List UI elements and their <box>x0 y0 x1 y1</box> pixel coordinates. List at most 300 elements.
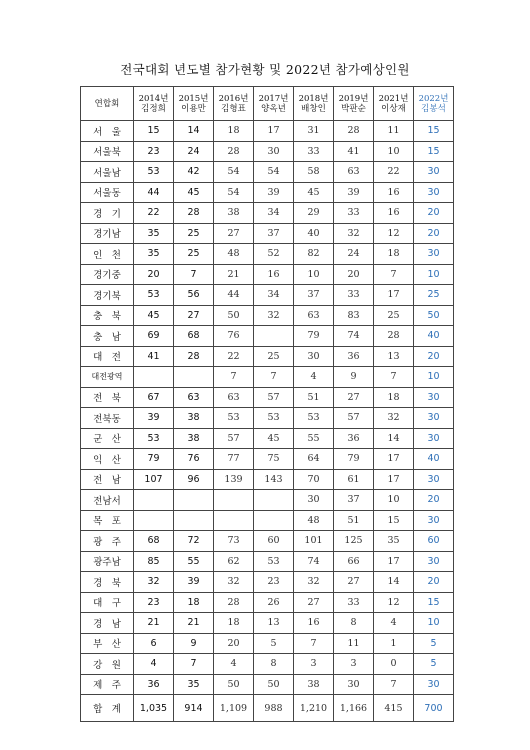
value-cell: 18 <box>374 387 414 408</box>
value-cell: 54 <box>214 162 254 183</box>
region-cell: 충 북 <box>81 305 134 326</box>
value-cell: 48 <box>214 244 254 265</box>
value-cell: 25 <box>374 305 414 326</box>
value-cell: 20 <box>414 223 454 244</box>
value-cell: 39 <box>134 408 174 429</box>
value-cell: 25 <box>174 223 214 244</box>
value-cell: 66 <box>334 551 374 572</box>
value-cell: 9 <box>174 633 214 654</box>
region-cell: 경기남 <box>81 223 134 244</box>
value-cell: 30 <box>414 162 454 183</box>
value-cell: 39 <box>174 572 214 593</box>
value-cell: 5 <box>414 633 454 654</box>
table-row <box>81 449 454 470</box>
header-person: 김봉석 <box>421 103 446 114</box>
value-cell: 14 <box>374 572 414 593</box>
value-cell: 30 <box>334 674 374 695</box>
header-year: 2015년 <box>178 93 209 104</box>
value-cell: 83 <box>334 305 374 326</box>
value-cell: 27 <box>334 387 374 408</box>
value-cell: 7 <box>374 264 414 285</box>
value-cell: 5 <box>254 633 294 654</box>
value-cell: 30 <box>254 141 294 162</box>
region-cell: 경기중 <box>81 264 134 285</box>
table-row <box>81 510 454 531</box>
value-cell: 24 <box>334 244 374 265</box>
header-person: 박판순 <box>341 103 366 114</box>
value-cell: 10 <box>414 264 454 285</box>
value-cell: 25 <box>414 285 454 306</box>
value-cell <box>214 510 254 531</box>
region-cell: 제 주 <box>81 674 134 695</box>
value-cell: 23 <box>254 572 294 593</box>
value-cell: 33 <box>334 285 374 306</box>
value-cell: 4 <box>134 654 174 675</box>
value-cell: 18 <box>214 121 254 142</box>
value-cell: 63 <box>214 387 254 408</box>
table-row <box>81 326 454 347</box>
value-cell: 29 <box>294 203 334 224</box>
value-cell: 67 <box>134 387 174 408</box>
value-cell <box>134 510 174 531</box>
value-cell: 53 <box>254 408 294 429</box>
region-cell: 부 산 <box>81 633 134 654</box>
value-cell: 16 <box>294 613 334 634</box>
value-cell: 38 <box>294 674 334 695</box>
value-cell: 79 <box>134 449 174 470</box>
value-cell: 32 <box>134 572 174 593</box>
header-row <box>81 87 454 121</box>
value-cell: 9 <box>334 367 374 388</box>
region-cell: 광 주 <box>81 531 134 552</box>
value-cell: 69 <box>134 326 174 347</box>
value-cell: 60 <box>414 531 454 552</box>
table-row <box>81 613 454 634</box>
value-cell: 914 <box>174 695 214 722</box>
value-cell: 63 <box>174 387 214 408</box>
value-cell: 27 <box>334 572 374 593</box>
value-cell: 26 <box>254 592 294 613</box>
value-cell: 107 <box>134 469 174 490</box>
table-row <box>81 285 454 306</box>
header-col-0 <box>134 87 174 121</box>
value-cell: 30 <box>414 182 454 203</box>
table-row <box>81 121 454 142</box>
value-cell: 28 <box>214 592 254 613</box>
value-cell: 700 <box>414 695 454 722</box>
value-cell: 13 <box>374 346 414 367</box>
header-person: 김형표 <box>221 103 246 114</box>
value-cell: 10 <box>414 367 454 388</box>
value-cell: 68 <box>134 531 174 552</box>
value-cell: 44 <box>214 285 254 306</box>
value-cell: 63 <box>294 305 334 326</box>
value-cell: 36 <box>134 674 174 695</box>
value-cell: 57 <box>214 428 254 449</box>
value-cell: 35 <box>134 244 174 265</box>
value-cell: 27 <box>214 223 254 244</box>
value-cell: 57 <box>334 408 374 429</box>
value-cell: 18 <box>374 244 414 265</box>
value-cell: 33 <box>334 592 374 613</box>
value-cell: 15 <box>134 121 174 142</box>
value-cell: 73 <box>214 531 254 552</box>
value-cell: 30 <box>414 469 454 490</box>
value-cell: 60 <box>254 531 294 552</box>
value-cell: 63 <box>334 162 374 183</box>
header-col-7 <box>414 87 454 121</box>
header-year: 2014년 <box>138 93 169 104</box>
value-cell: 13 <box>254 613 294 634</box>
value-cell: 11 <box>374 121 414 142</box>
value-cell: 48 <box>294 510 334 531</box>
value-cell: 7 <box>214 367 254 388</box>
value-cell: 30 <box>414 428 454 449</box>
total-row <box>81 695 454 722</box>
table-row <box>81 592 454 613</box>
value-cell: 5 <box>414 654 454 675</box>
value-cell: 7 <box>374 674 414 695</box>
region-cell: 충 남 <box>81 326 134 347</box>
value-cell: 27 <box>174 305 214 326</box>
value-cell: 38 <box>174 428 214 449</box>
value-cell: 23 <box>134 592 174 613</box>
value-cell: 24 <box>174 141 214 162</box>
value-cell: 70 <box>294 469 334 490</box>
value-cell: 39 <box>334 182 374 203</box>
value-cell: 52 <box>254 244 294 265</box>
value-cell: 50 <box>254 674 294 695</box>
value-cell: 40 <box>414 449 454 470</box>
value-cell: 20 <box>414 203 454 224</box>
header-col-2 <box>214 87 254 121</box>
header-person: 이용만 <box>181 103 206 114</box>
value-cell: 1,166 <box>334 695 374 722</box>
value-cell: 10 <box>414 613 454 634</box>
value-cell: 30 <box>294 490 334 511</box>
header-person: 배창인 <box>301 103 326 114</box>
table-row <box>81 346 454 367</box>
value-cell: 37 <box>294 285 334 306</box>
value-cell: 8 <box>254 654 294 675</box>
region-cell: 인 천 <box>81 244 134 265</box>
value-cell: 28 <box>334 121 374 142</box>
value-cell: 50 <box>414 305 454 326</box>
value-cell: 30 <box>414 244 454 265</box>
value-cell: 14 <box>374 428 414 449</box>
region-cell: 서울북 <box>81 141 134 162</box>
value-cell: 35 <box>174 674 214 695</box>
value-cell: 38 <box>174 408 214 429</box>
value-cell: 56 <box>174 285 214 306</box>
value-cell: 1,035 <box>134 695 174 722</box>
value-cell: 45 <box>174 182 214 203</box>
header-year: 2017년 <box>258 93 289 104</box>
value-cell: 74 <box>294 551 334 572</box>
header-col-5 <box>334 87 374 121</box>
header-col-1 <box>174 87 214 121</box>
region-cell: 합 계 <box>81 695 134 722</box>
value-cell: 30 <box>294 346 334 367</box>
value-cell: 40 <box>414 326 454 347</box>
header-year: 2021년 <box>378 93 409 104</box>
value-cell: 34 <box>254 203 294 224</box>
value-cell: 25 <box>254 346 294 367</box>
value-cell: 32 <box>294 572 334 593</box>
table-row <box>81 203 454 224</box>
value-cell: 21 <box>174 613 214 634</box>
value-cell: 36 <box>334 346 374 367</box>
value-cell: 41 <box>334 141 374 162</box>
region-cell: 서 울 <box>81 121 134 142</box>
value-cell: 12 <box>374 223 414 244</box>
value-cell <box>174 510 214 531</box>
table-row <box>81 633 454 654</box>
value-cell: 72 <box>174 531 214 552</box>
value-cell: 18 <box>214 613 254 634</box>
region-cell: 광주남 <box>81 551 134 572</box>
region-cell: 경기북 <box>81 285 134 306</box>
header-year: 2022년 <box>418 93 449 104</box>
value-cell: 16 <box>374 203 414 224</box>
region-cell: 경 기 <box>81 203 134 224</box>
value-cell: 53 <box>134 285 174 306</box>
value-cell: 28 <box>214 141 254 162</box>
region-cell: 경 남 <box>81 613 134 634</box>
value-cell: 33 <box>334 203 374 224</box>
header-year: 2019년 <box>338 93 369 104</box>
value-cell <box>134 367 174 388</box>
value-cell: 96 <box>174 469 214 490</box>
value-cell: 40 <box>294 223 334 244</box>
region-cell: 대 전 <box>81 346 134 367</box>
value-cell: 125 <box>334 531 374 552</box>
region-cell: 전남서 <box>81 490 134 511</box>
value-cell: 1,210 <box>294 695 334 722</box>
value-cell: 4 <box>214 654 254 675</box>
value-cell: 32 <box>254 305 294 326</box>
value-cell: 33 <box>294 141 334 162</box>
value-cell: 39 <box>254 182 294 203</box>
value-cell: 55 <box>294 428 334 449</box>
value-cell: 36 <box>334 428 374 449</box>
value-cell: 18 <box>174 592 214 613</box>
value-cell: 16 <box>374 182 414 203</box>
header-person: 양옥년 <box>261 103 286 114</box>
value-cell: 75 <box>254 449 294 470</box>
value-cell: 15 <box>414 592 454 613</box>
header-person: 김정희 <box>141 103 166 114</box>
value-cell: 42 <box>174 162 214 183</box>
value-cell: 20 <box>414 572 454 593</box>
region-cell: 대 구 <box>81 592 134 613</box>
value-cell: 21 <box>214 264 254 285</box>
table-row <box>81 305 454 326</box>
table-row <box>81 408 454 429</box>
value-cell: 68 <box>174 326 214 347</box>
value-cell: 7 <box>254 367 294 388</box>
region-cell: 서울남 <box>81 162 134 183</box>
value-cell: 30 <box>414 510 454 531</box>
header-region: 연합회 <box>81 87 134 121</box>
value-cell: 17 <box>374 551 414 572</box>
header-col-4 <box>294 87 334 121</box>
value-cell: 28 <box>174 346 214 367</box>
value-cell: 15 <box>414 121 454 142</box>
value-cell: 28 <box>174 203 214 224</box>
value-cell: 20 <box>334 264 374 285</box>
value-cell <box>174 490 214 511</box>
table-row <box>81 674 454 695</box>
value-cell: 7 <box>374 367 414 388</box>
value-cell: 76 <box>174 449 214 470</box>
value-cell: 21 <box>134 613 174 634</box>
region-cell: 익 산 <box>81 449 134 470</box>
value-cell: 82 <box>294 244 334 265</box>
table-row <box>81 264 454 285</box>
value-cell: 1 <box>374 633 414 654</box>
value-cell: 57 <box>254 387 294 408</box>
value-cell: 139 <box>214 469 254 490</box>
value-cell: 17 <box>374 469 414 490</box>
value-cell: 45 <box>294 182 334 203</box>
value-cell: 34 <box>254 285 294 306</box>
value-cell: 77 <box>214 449 254 470</box>
value-cell: 51 <box>294 387 334 408</box>
value-cell: 25 <box>174 244 214 265</box>
value-cell: 51 <box>334 510 374 531</box>
value-cell: 20 <box>414 490 454 511</box>
table-row <box>81 141 454 162</box>
value-cell: 32 <box>374 408 414 429</box>
page-title: 전국대회 년도별 참가현황 및 2022년 참가예상인원 <box>120 62 410 77</box>
value-cell: 20 <box>134 264 174 285</box>
value-cell: 11 <box>334 633 374 654</box>
value-cell: 8 <box>334 613 374 634</box>
value-cell <box>134 490 174 511</box>
value-cell <box>254 326 294 347</box>
value-cell <box>254 510 294 531</box>
header-col-3 <box>254 87 294 121</box>
region-cell: 군 산 <box>81 428 134 449</box>
value-cell: 16 <box>254 264 294 285</box>
value-cell: 27 <box>294 592 334 613</box>
value-cell: 53 <box>134 162 174 183</box>
value-cell <box>214 490 254 511</box>
table-row <box>81 367 454 388</box>
region-cell: 대전광역 <box>81 367 134 388</box>
value-cell: 79 <box>294 326 334 347</box>
table-row <box>81 572 454 593</box>
value-cell: 37 <box>334 490 374 511</box>
value-cell: 45 <box>254 428 294 449</box>
table-row <box>81 182 454 203</box>
value-cell: 58 <box>294 162 334 183</box>
table-row <box>81 469 454 490</box>
value-cell: 4 <box>374 613 414 634</box>
region-cell: 전 남 <box>81 469 134 490</box>
value-cell: 17 <box>254 121 294 142</box>
table-row <box>81 531 454 552</box>
value-cell: 7 <box>174 264 214 285</box>
value-cell: 50 <box>214 305 254 326</box>
value-cell: 0 <box>374 654 414 675</box>
region-cell: 경 북 <box>81 572 134 593</box>
region-cell: 전 북 <box>81 387 134 408</box>
table-row <box>81 387 454 408</box>
value-cell: 3 <box>294 654 334 675</box>
value-cell: 1,109 <box>214 695 254 722</box>
table-row <box>81 223 454 244</box>
value-cell: 7 <box>294 633 334 654</box>
header-col-6 <box>374 87 414 121</box>
value-cell: 61 <box>334 469 374 490</box>
region-cell: 강 원 <box>81 654 134 675</box>
header-year: 2018년 <box>298 93 329 104</box>
table-row <box>81 428 454 449</box>
value-cell: 50 <box>214 674 254 695</box>
value-cell: 54 <box>214 182 254 203</box>
table-row <box>81 654 454 675</box>
value-cell: 101 <box>294 531 334 552</box>
value-cell: 62 <box>214 551 254 572</box>
value-cell: 20 <box>214 633 254 654</box>
table-row <box>81 162 454 183</box>
region-cell: 서울동 <box>81 182 134 203</box>
value-cell: 7 <box>174 654 214 675</box>
value-cell: 988 <box>254 695 294 722</box>
header-person: 이상재 <box>381 103 406 114</box>
value-cell: 20 <box>414 346 454 367</box>
value-cell: 74 <box>334 326 374 347</box>
value-cell: 10 <box>374 490 414 511</box>
value-cell: 31 <box>294 121 334 142</box>
value-cell: 64 <box>294 449 334 470</box>
value-cell: 12 <box>374 592 414 613</box>
region-cell: 전북동 <box>81 408 134 429</box>
value-cell: 35 <box>374 531 414 552</box>
region-cell: 목 포 <box>81 510 134 531</box>
value-cell <box>174 367 214 388</box>
value-cell: 3 <box>334 654 374 675</box>
value-cell: 22 <box>374 162 414 183</box>
value-cell: 415 <box>374 695 414 722</box>
value-cell: 53 <box>134 428 174 449</box>
value-cell: 35 <box>134 223 174 244</box>
value-cell: 17 <box>374 285 414 306</box>
value-cell: 143 <box>254 469 294 490</box>
value-cell: 23 <box>134 141 174 162</box>
value-cell: 53 <box>214 408 254 429</box>
value-cell: 53 <box>254 551 294 572</box>
value-cell: 76 <box>214 326 254 347</box>
value-cell: 30 <box>414 408 454 429</box>
value-cell: 10 <box>374 141 414 162</box>
value-cell: 10 <box>294 264 334 285</box>
table-row <box>81 490 454 511</box>
value-cell: 32 <box>334 223 374 244</box>
value-cell: 55 <box>174 551 214 572</box>
value-cell: 79 <box>334 449 374 470</box>
value-cell: 22 <box>214 346 254 367</box>
value-cell: 15 <box>414 141 454 162</box>
value-cell <box>254 490 294 511</box>
value-cell: 4 <box>294 367 334 388</box>
value-cell: 32 <box>214 572 254 593</box>
value-cell: 44 <box>134 182 174 203</box>
value-cell: 54 <box>254 162 294 183</box>
table-body <box>81 121 454 722</box>
